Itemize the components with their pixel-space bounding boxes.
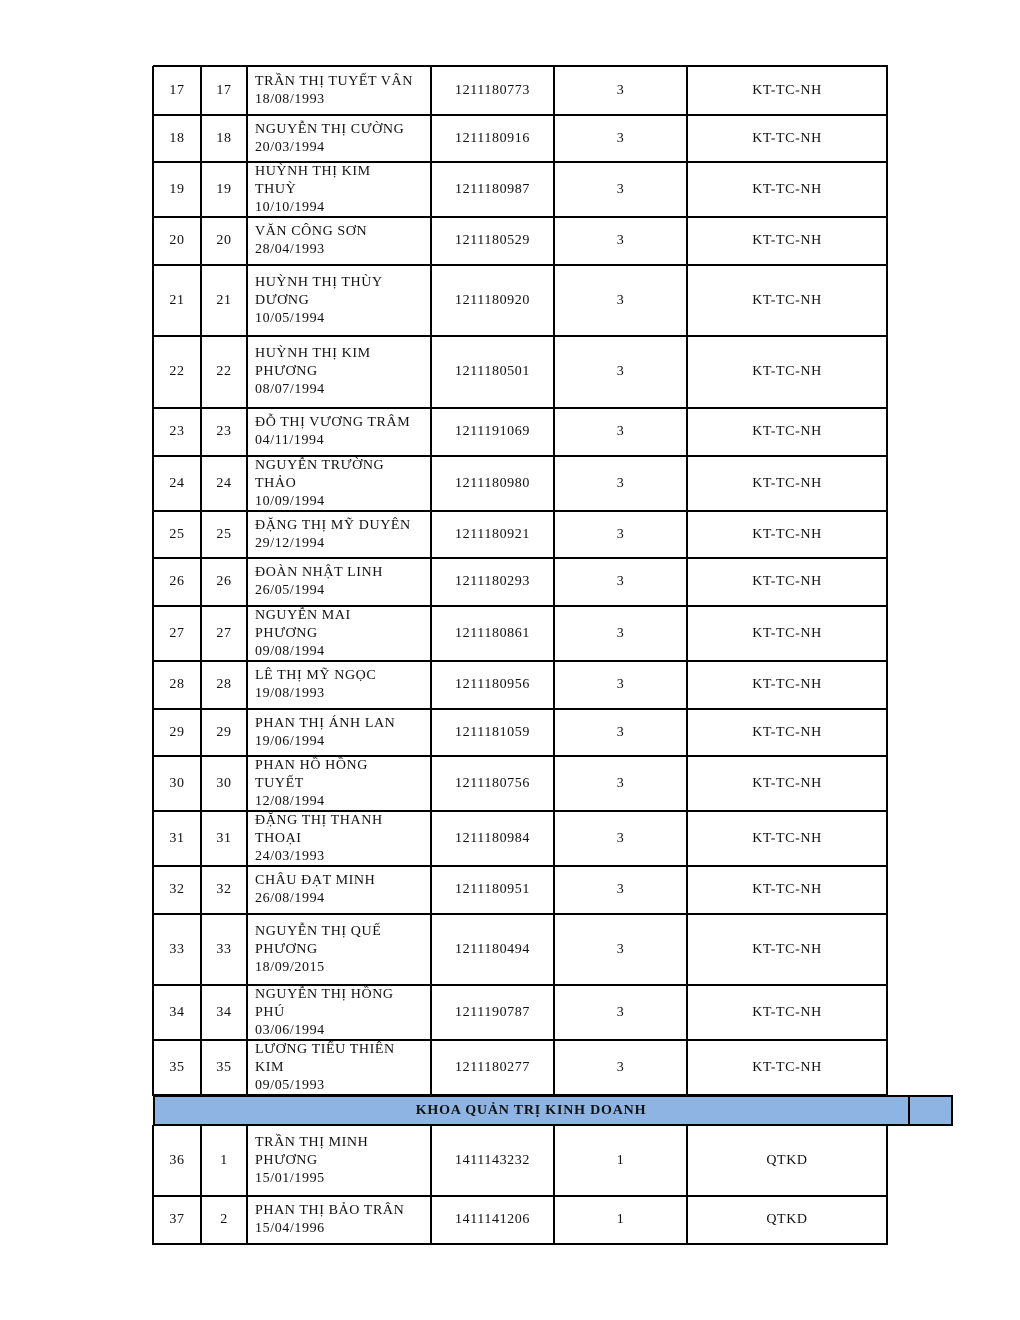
student-name-cell [255,457,384,511]
academic-year: 3 [616,625,625,641]
grid-line-horizontal [153,913,888,915]
student-name: PHAN THỊ ÁNH LAN [255,715,396,731]
date-of-birth: 19/06/1994 [255,733,325,749]
section-row-number: 31 [216,830,232,846]
row-number: 32 [169,882,185,897]
student-name: PHƯƠNG [255,364,318,379]
student-id: 1211180501 [455,364,530,379]
faculty-code: KT-TC-NH [752,724,822,740]
faculty-code: QTKD [766,1152,808,1168]
grid-line-horizontal [153,65,888,67]
academic-year: 3 [616,292,625,308]
grid-line-horizontal [153,216,888,218]
section-row-number: 24 [216,475,232,491]
student-name-cell [255,517,411,553]
faculty-code: KT-TC-NH [752,941,822,957]
student-name-cell [255,1134,368,1188]
section-row-number: 30 [216,775,232,791]
student-name-cell [255,872,375,908]
grid-line-vertical [553,66,555,1096]
student-name: LÊ THỊ MỸ NGỌC [255,668,377,683]
date-of-birth: 09/08/1994 [255,643,325,659]
date-of-birth: 20/03/1994 [255,139,325,155]
faculty-code: KT-TC-NH [752,292,822,308]
row-number: 28 [169,677,185,692]
student-name: THOẠI [255,830,302,846]
faculty-code: KT-TC-NH [752,1059,822,1075]
student-id: 1211181059 [455,724,530,740]
academic-year: 3 [616,82,625,98]
grid-line-horizontal [153,810,888,812]
academic-year: 3 [616,775,625,791]
student-name: PHƯƠNG [255,941,318,957]
faculty-code: KT-TC-NH [752,130,822,146]
academic-year: 3 [616,830,625,846]
date-of-birth: 10/09/1994 [255,493,325,509]
grid-line-horizontal [153,1039,888,1041]
grid-line-horizontal [153,1243,888,1245]
grid-line-horizontal [153,755,888,757]
grid-line-horizontal [153,557,888,559]
date-of-birth: 09/05/1993 [255,1077,325,1093]
academic-year: 3 [616,475,625,491]
row-number: 17 [169,82,185,98]
grid-line-horizontal [153,264,888,266]
date-of-birth: 15/01/1995 [255,1170,325,1186]
date-of-birth: 08/07/1994 [255,382,325,397]
student-name-cell [255,1202,404,1238]
grid-line-horizontal [153,161,888,163]
student-name: PHƯƠNG [255,625,318,641]
student-name: ĐẶNG THỊ THANH [255,812,383,828]
academic-year: 3 [616,724,625,740]
grid-line-horizontal [153,407,888,409]
student-id: 1411141206 [455,1212,530,1227]
date-of-birth: 04/11/1994 [255,433,325,448]
faculty-code: KT-TC-NH [752,475,822,491]
student-id: 1211180861 [455,625,530,641]
grid-line-horizontal [153,335,888,337]
row-number: 20 [169,233,185,248]
student-name: HUỲNH THỊ THÙY [255,274,383,290]
grid-line-horizontal [153,708,888,710]
section-row-number: 21 [216,292,232,308]
faculty-code: KT-TC-NH [752,233,822,248]
academic-year: 3 [616,941,625,957]
student-name: PHÚ [255,1004,285,1020]
grid-line-horizontal [153,605,888,607]
academic-year: 3 [616,1004,625,1020]
student-name: NGUYỄN THỊ HỒNG [255,986,394,1002]
academic-year: 3 [616,574,625,589]
row-number: 22 [169,364,185,379]
student-name-cell [255,564,383,600]
student-id: 1211180277 [455,1059,530,1075]
academic-year: 3 [616,1059,625,1075]
student-id: 1211180951 [455,882,530,897]
date-of-birth: 15/04/1996 [255,1221,325,1236]
student-name: ĐỖ THỊ VƯƠNG TRÂM [255,415,411,430]
student-name: HUỲNH THỊ KIM [255,163,371,179]
section-row-number: 2 [220,1212,228,1227]
grid-line-horizontal [153,114,888,116]
student-id: 1411143232 [455,1152,530,1168]
grid-line-vertical [246,66,248,1096]
academic-year: 3 [616,130,625,146]
student-name-cell [255,73,413,109]
student-id: 1211180956 [455,677,530,692]
grid-line-horizontal [153,455,888,457]
student-id: 1211180756 [455,775,530,791]
section-row-number: 29 [216,724,232,740]
student-name-cell [255,715,395,751]
faculty-code: KT-TC-NH [752,181,822,197]
academic-year: 3 [616,233,625,248]
student-name: ĐẶNG THỊ MỸ DUYÊN [255,517,411,533]
student-id: 1211180980 [455,475,530,491]
section-row-number: 34 [216,1004,232,1020]
academic-year: 3 [616,882,625,897]
row-number: 36 [169,1152,185,1168]
student-name: TRẦN THỊ TUYẾT VÂN [255,73,413,89]
section-row-number: 32 [216,882,232,897]
grid-line-horizontal [153,865,888,867]
faculty-code: KT-TC-NH [752,677,822,692]
student-name-cell [255,414,410,450]
faculty-code: QTKD [766,1212,808,1227]
grid-line-vertical [430,1125,432,1245]
grid-line-vertical [430,66,432,1096]
row-number: 33 [169,941,185,957]
student-name-cell [255,812,383,866]
grid-line-vertical [686,66,688,1096]
date-of-birth: 24/03/1993 [255,848,325,864]
grid-line-vertical [200,1125,202,1245]
grid-line-horizontal [153,510,888,512]
student-name: CHÂU ĐẠT MINH [255,873,376,888]
faculty-code: KT-TC-NH [752,526,822,542]
date-of-birth: 12/08/1994 [255,793,325,809]
grid-line-vertical [886,66,888,1096]
faculty-code: KT-TC-NH [752,775,822,791]
academic-year: 3 [616,677,625,692]
faculty-code: KT-TC-NH [752,830,822,846]
student-name-cell [255,986,394,1040]
student-name-cell [255,667,376,703]
faculty-code: KT-TC-NH [752,625,822,641]
student-id: 1211180773 [455,82,530,98]
student-name: NGUYỄN MAI [255,607,351,623]
grid-line-vertical [886,1125,888,1245]
faculty-code: KT-TC-NH [752,882,822,897]
row-number: 25 [169,526,185,542]
section-row-number: 35 [216,1059,232,1075]
date-of-birth: 03/06/1994 [255,1022,325,1038]
student-id: 1211180984 [455,830,530,846]
student-name-cell [255,121,404,157]
student-id: 1211180987 [455,181,530,197]
student-name-cell [255,274,383,328]
date-of-birth: 10/10/1994 [255,199,325,215]
row-number: 24 [169,475,185,491]
faculty-section-title: KHOA QUẢN TRỊ KINH DOANH [415,1103,647,1118]
row-number: 34 [169,1004,185,1020]
student-name: PHAN HỒ HỒNG [255,757,368,773]
section-row-number: 25 [216,526,232,542]
faculty-code: KT-TC-NH [752,1004,822,1020]
student-id: 1211191069 [455,424,530,439]
grid-line-horizontal [153,1195,888,1197]
grid-line-vertical [686,1125,688,1245]
student-name: NGUYỄN THỊ QUẾ [255,923,382,939]
student-name: THẢO [255,475,297,491]
section-row-number: 26 [216,574,232,589]
row-number: 23 [169,424,185,439]
date-of-birth: 19/08/1993 [255,686,325,701]
student-name-cell [255,923,381,977]
academic-year: 3 [616,364,625,379]
section-row-number: 17 [216,82,232,98]
student-id: 1211180921 [455,526,530,542]
grid-line-vertical [152,1125,154,1245]
date-of-birth: 10/05/1994 [255,310,325,326]
student-id: 1211180529 [455,233,530,248]
student-name: NGUYỄN THỊ CƯỜNG [255,121,405,137]
row-number: 29 [169,724,185,740]
grid-line-vertical [200,66,202,1096]
faculty-code: KT-TC-NH [752,364,822,379]
student-name: KIM [255,1059,285,1075]
academic-year: 1 [616,1152,625,1168]
row-number: 19 [169,181,185,197]
academic-year: 3 [616,424,625,439]
student-name: DƯƠNG [255,292,310,308]
section-row-number: 20 [216,233,232,248]
section-row-number: 27 [216,625,232,641]
date-of-birth: 26/05/1994 [255,583,325,598]
faculty-code: KT-TC-NH [752,424,822,439]
grid-line-horizontal [153,984,888,986]
student-id: 1211180494 [455,941,530,957]
row-number: 35 [169,1059,185,1075]
date-of-birth: 18/08/1993 [255,91,325,107]
student-name: ĐOÀN NHẬT LINH [255,565,383,580]
student-name: VĂN CÔNG SƠN [255,224,368,239]
row-number: 18 [169,130,185,146]
student-id: 1211180916 [455,130,530,146]
student-id: 1211180920 [455,292,530,308]
student-name-cell [255,607,351,661]
grid-line-vertical [246,1125,248,1245]
grid-line-horizontal [153,1124,888,1126]
section-row-number: 33 [216,941,232,957]
row-number: 37 [169,1212,185,1227]
student-name: PHAN THỊ BẢO TRÂN [255,1203,405,1218]
faculty-code: KT-TC-NH [752,82,822,98]
grid-line-horizontal [153,660,888,662]
student-id: 1211180293 [455,574,530,589]
section-row-number: 28 [216,677,232,692]
row-number: 21 [169,292,185,308]
student-name: NGUYỄN TRƯỜNG [255,457,385,473]
student-name-cell [255,345,371,399]
date-of-birth: 26/08/1994 [255,891,325,906]
row-number: 31 [169,830,185,846]
academic-year: 1 [616,1212,625,1227]
student-name-cell [255,223,367,259]
student-name: THUỲ [255,181,297,197]
student-name: LƯƠNG TIỂU THIÊN [255,1041,395,1057]
student-name-cell [255,1041,395,1095]
date-of-birth: 29/12/1994 [255,535,325,551]
date-of-birth: 18/09/2015 [255,959,325,975]
faculty-code: KT-TC-NH [752,574,822,589]
row-number: 30 [169,775,185,791]
section-row-number: 19 [216,181,232,197]
student-name: HUỲNH THỊ KIM [255,346,371,361]
date-of-birth: 28/04/1993 [255,242,325,257]
academic-year: 3 [616,526,625,542]
section-row-number: 22 [216,364,232,379]
student-name-cell [255,163,371,217]
section-row-number: 23 [216,424,232,439]
academic-year: 3 [616,181,625,197]
row-number: 27 [169,625,185,641]
student-name-cell [255,757,368,811]
grid-line-vertical [152,66,154,1096]
student-name: PHƯƠNG [255,1152,318,1168]
grid-line-vertical [553,1125,555,1245]
section-row-number: 1 [220,1152,228,1168]
student-id: 1211190787 [455,1004,530,1020]
student-name: TUYẾT [255,775,304,791]
student-name: TRẦN THỊ MINH [255,1134,369,1150]
row-number: 26 [169,574,185,589]
section-row-number: 18 [216,130,232,146]
